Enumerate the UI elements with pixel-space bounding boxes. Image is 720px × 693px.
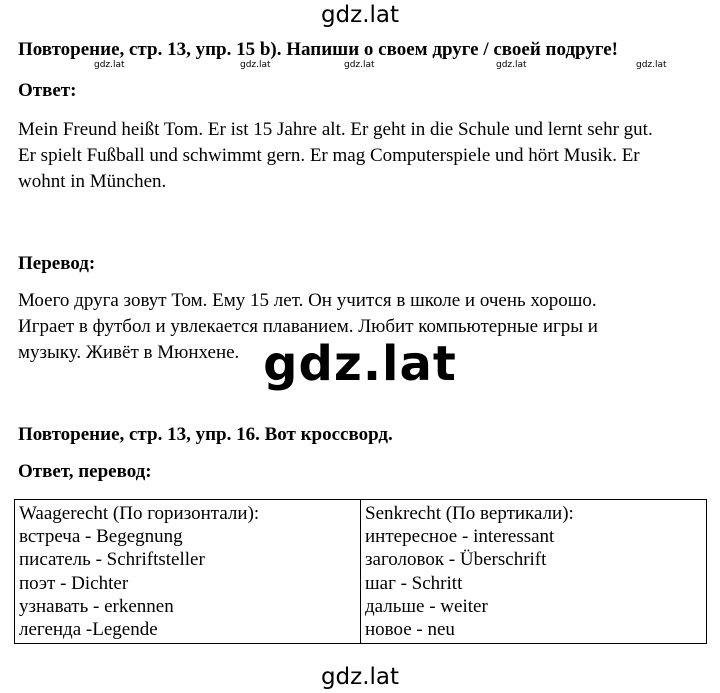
crossword-table: [14, 499, 707, 644]
watermark-small: gdz.lat: [496, 60, 527, 70]
section1-title: Повторение, стр. 13, упр. 15 b). Напиши о своем друге / своей подруге!: [18, 39, 619, 60]
list-item: новое - neu: [365, 619, 455, 641]
watermark-bottom: gdz.lat: [320, 664, 400, 690]
section2-title: Повторение, стр. 13, упр. 16. Вот кроссворд.: [18, 424, 393, 445]
list-item: интересное - interessant: [365, 526, 555, 548]
translation-line: музыку. Живёт в Мюнхене.: [18, 342, 240, 363]
translation-line: Играет в футбол и увлекается плаванием. Любит компьютерные игры и: [18, 316, 598, 337]
watermark-small: gdz.lat: [94, 60, 125, 70]
answer-line: Mein Freund heißt Tom. Er ist 15 Jahre alt. Er geht in die Schule und lernt sehr gut.: [18, 119, 653, 140]
answer-line: wohnt in München.: [18, 171, 167, 192]
watermark-small: gdz.lat: [636, 60, 667, 70]
translation-label: Перевод:: [18, 253, 96, 274]
senkrecht-column: [361, 500, 707, 644]
list-item: встреча - Begegnung: [19, 526, 183, 548]
answer-text: [18, 117, 708, 195]
watermark-center: gdz.lat: [263, 336, 457, 392]
list-item: заголовок - Überschrift: [365, 549, 547, 571]
list-item: узнавать - erkennen: [19, 595, 174, 617]
list-item: дальше - weiter: [365, 595, 488, 617]
answer-label: Ответ:: [18, 80, 77, 101]
watermark-small: gdz.lat: [240, 60, 271, 70]
list-item: писатель - Schriftsteller: [19, 549, 205, 571]
list-item: Waagerecht (По горизонтали):: [19, 503, 260, 524]
answer-translation-label: Ответ, перевод:: [18, 461, 152, 482]
list-item: поэт - Dichter: [19, 572, 129, 594]
watermark-small: gdz.lat: [344, 60, 375, 70]
list-item: шаг - Schritt: [365, 572, 463, 594]
watermark-top: gdz.lat: [320, 2, 400, 28]
waagerecht-column: [15, 500, 361, 644]
list-item: Senkrecht (По вертикали):: [365, 503, 574, 524]
table-row: [15, 500, 707, 644]
translation-line: Моего друга зовут Том. Ему 15 лет. Он учится в школе и очень хорошо.: [18, 290, 597, 311]
list-item: легенда -Legende: [19, 619, 158, 641]
answer-line: Er spielt Fußball und schwimmt gern. Er mag Computerspiele und hört Musik. Er: [18, 145, 640, 166]
